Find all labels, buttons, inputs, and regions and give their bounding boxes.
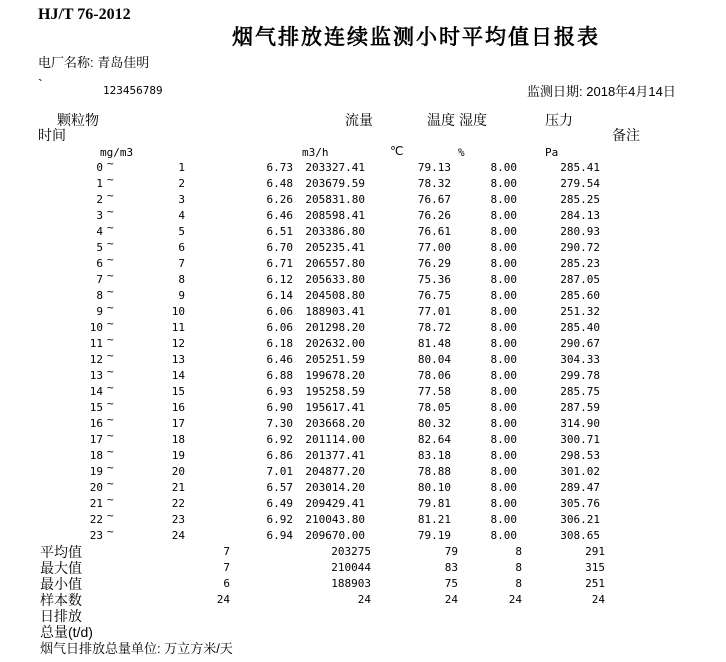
flow-value: 208598.41: [305, 209, 365, 222]
summary-block: [0, 544, 726, 656]
flow-value: 203014.20: [305, 481, 365, 494]
summary-pm-value: 24: [216, 593, 230, 606]
tilde-mark: ~: [107, 381, 114, 394]
pressure-value: 305.76: [560, 497, 600, 510]
remark-value: [600, 432, 726, 448]
pressure-value: 285.25: [560, 193, 600, 206]
pm-value: 6.93: [266, 385, 293, 398]
pm-value: 6.92: [266, 433, 293, 446]
pm-value: 7.30: [266, 417, 293, 430]
temperature-value: 78.88: [417, 465, 451, 478]
tilde-mark: ~: [107, 301, 114, 314]
flow-value: 205633.80: [305, 273, 365, 286]
temperature-value: 77.01: [417, 305, 451, 318]
plant-name-label: 电厂名称:: [38, 55, 94, 70]
column-header-temperature: 温度: [427, 112, 455, 128]
hour-end-value: 23: [171, 513, 185, 526]
pm-value: 6.86: [266, 449, 293, 462]
summary-humidity-value: 8: [515, 545, 522, 558]
flow-value: 203668.20: [305, 417, 365, 430]
flow-value: 205251.59: [305, 353, 365, 366]
hour-start-value: 8: [96, 289, 103, 302]
remark-value: [600, 160, 726, 176]
pm-value: 6.94: [266, 529, 293, 542]
summary-humidity-value: 24: [508, 593, 522, 606]
temperature-value: 80.04: [417, 353, 451, 366]
pressure-value: 285.41: [560, 161, 600, 174]
summary-pm-value: 7: [223, 561, 230, 574]
humidity-value: 8.00: [490, 401, 517, 414]
hour-end-value: 20: [171, 465, 185, 478]
pressure-value: 287.59: [560, 401, 600, 414]
unit-humidity: %: [458, 146, 465, 159]
tilde-mark: ~: [107, 317, 114, 330]
tilde-mark: ~: [107, 205, 114, 218]
tilde-mark: ~: [107, 493, 114, 506]
temperature-value: 75.36: [417, 273, 451, 286]
hour-start-value: 11: [89, 337, 103, 350]
flow-value: 188903.41: [305, 305, 365, 318]
column-header-pressure: 压力: [545, 112, 573, 128]
temperature-value: 78.05: [417, 401, 451, 414]
data-rows: [0, 157, 726, 544]
hour-end-value: 2: [178, 177, 185, 190]
remark-value: [600, 272, 726, 288]
hour-end-value: 14: [171, 369, 185, 382]
tilde-mark: ~: [107, 429, 114, 442]
tick-mark: `: [38, 76, 43, 92]
pressure-value: 299.78: [560, 369, 600, 382]
pm-value: 6.14: [266, 289, 293, 302]
hour-start-value: 7: [96, 273, 103, 286]
tilde-mark: ~: [107, 253, 114, 266]
hour-start-value: 16: [89, 417, 103, 430]
summary-row-label: 样本数: [40, 592, 82, 608]
hour-start-value: 20: [89, 481, 103, 494]
remark-value: [600, 384, 726, 400]
plant-name-value: 青岛佳明: [97, 55, 150, 70]
summary-row-label: 平均值: [40, 544, 82, 560]
temperature-value: 76.29: [417, 257, 451, 270]
pressure-value: 285.60: [560, 289, 600, 302]
summary-pressure-value: 291: [585, 545, 605, 558]
humidity-value: 8.00: [490, 161, 517, 174]
unit-temperature: ℃: [390, 144, 404, 158]
hour-start-value: 13: [89, 369, 103, 382]
pressure-value: 306.21: [560, 513, 600, 526]
hour-end-value: 22: [171, 497, 185, 510]
pm-value: 6.26: [266, 193, 293, 206]
hour-end-value: 24: [171, 529, 185, 542]
pressure-value: 300.71: [560, 433, 600, 446]
pm-value: 6.48: [266, 177, 293, 190]
pressure-value: 287.05: [560, 273, 600, 286]
pm-value: 7.01: [266, 465, 293, 478]
humidity-value: 8.00: [490, 417, 517, 430]
hour-end-value: 15: [171, 385, 185, 398]
tilde-mark: ~: [107, 461, 114, 474]
remark-value: [600, 496, 726, 512]
hour-start-value: 19: [89, 465, 103, 478]
tilde-mark: ~: [107, 349, 114, 362]
tilde-mark: ~: [107, 173, 114, 186]
hour-start-value: 10: [89, 321, 103, 334]
pm-value: 6.46: [266, 353, 293, 366]
hour-end-value: 13: [171, 353, 185, 366]
summary-pm-value: 6: [223, 577, 230, 590]
flow-value: 199678.20: [305, 369, 365, 382]
summary-row-label: 最小值: [40, 576, 82, 592]
hour-end-value: 21: [171, 481, 185, 494]
hour-start-value: 6: [96, 257, 103, 270]
hour-start-value: 17: [89, 433, 103, 446]
hour-start-value: 5: [96, 241, 103, 254]
remark-value: [600, 464, 726, 480]
report-title: 烟气排放连续监测小时平均值日报表: [232, 26, 600, 49]
plant-name-line: [38, 52, 149, 71]
hour-start-value: 22: [89, 513, 103, 526]
humidity-value: 8.00: [490, 481, 517, 494]
summary-row: [0, 544, 726, 560]
remark-value: [600, 240, 726, 256]
remark-value: [600, 448, 726, 464]
pressure-value: 301.02: [560, 465, 600, 478]
flow-value: 201114.00: [305, 433, 365, 446]
pressure-value: 298.53: [560, 449, 600, 462]
unit-pm: mg/m3: [100, 146, 134, 159]
tilde-mark: ~: [107, 477, 114, 490]
hour-end-value: 9: [178, 289, 185, 302]
tilde-mark: ~: [107, 157, 114, 170]
remark-value: [600, 352, 726, 368]
pressure-value: 304.33: [560, 353, 600, 366]
summary-flow-value: 203275: [331, 545, 371, 558]
hour-end-value: 17: [171, 417, 185, 430]
remark-value: [600, 208, 726, 224]
pm-value: 6.51: [266, 225, 293, 238]
flow-value: 201298.20: [305, 321, 365, 334]
pm-value: 6.06: [266, 305, 293, 318]
temperature-value: 76.61: [417, 225, 451, 238]
tilde-mark: ~: [107, 413, 114, 426]
column-header-flow: 流量: [345, 112, 373, 128]
pressure-value: 290.72: [560, 241, 600, 254]
temperature-value: 78.06: [417, 369, 451, 382]
flow-value: 203327.41: [305, 161, 365, 174]
temperature-value: 80.10: [417, 481, 451, 494]
pm-value: 6.92: [266, 513, 293, 526]
column-header-humidity: 湿度: [459, 112, 487, 128]
remark-value: [600, 256, 726, 272]
remark-value: [600, 512, 726, 528]
hour-end-value: 11: [171, 321, 185, 334]
standard-code: HJ/T 76-2012: [38, 6, 131, 23]
temperature-value: 80.32: [417, 417, 451, 430]
flow-value: 195258.59: [305, 385, 365, 398]
serial-number: 123456789: [103, 84, 163, 97]
column-header-remark: 备注: [612, 127, 640, 143]
hour-start-value: 21: [89, 497, 103, 510]
temperature-value: 76.75: [417, 289, 451, 302]
temperature-value: 78.72: [417, 321, 451, 334]
summary-flow-value: 210044: [331, 561, 371, 574]
remark-value: [600, 400, 726, 416]
hour-end-value: 7: [178, 257, 185, 270]
pressure-value: 285.23: [560, 257, 600, 270]
pm-value: 6.90: [266, 401, 293, 414]
hour-start-value: 0: [96, 161, 103, 174]
flow-value: 210043.80: [305, 513, 365, 526]
summary-remark-value: [605, 560, 726, 576]
column-header-time: 时间: [38, 127, 66, 143]
table-row: [0, 525, 726, 544]
tilde-mark: ~: [107, 269, 114, 282]
remark-value: [600, 288, 726, 304]
hour-end-value: 5: [178, 225, 185, 238]
pressure-value: 308.65: [560, 529, 600, 542]
summary-pm-value: 7: [223, 545, 230, 558]
pressure-value: 314.90: [560, 417, 600, 430]
temperature-value: 79.19: [417, 529, 451, 542]
temperature-value: 77.58: [417, 385, 451, 398]
temperature-value: 78.32: [417, 177, 451, 190]
summary-row: [0, 592, 726, 608]
summary-remark-value: [605, 544, 726, 560]
hour-end-value: 16: [171, 401, 185, 414]
pressure-value: 279.54: [560, 177, 600, 190]
pressure-value: 280.93: [560, 225, 600, 238]
humidity-value: 8.00: [490, 529, 517, 542]
hour-start-value: 12: [89, 353, 103, 366]
hour-start-value: 23: [89, 529, 103, 542]
pm-value: 6.46: [266, 209, 293, 222]
pressure-value: 289.47: [560, 481, 600, 494]
tilde-mark: ~: [107, 365, 114, 378]
hour-end-value: 1: [178, 161, 185, 174]
temperature-value: 77.00: [417, 241, 451, 254]
hour-start-value: 3: [96, 209, 103, 222]
emission-unit-note: 烟气日排放总量单位: 万立方米/天: [40, 641, 233, 656]
pm-value: 6.73: [266, 161, 293, 174]
summary-pressure-value: 251: [585, 577, 605, 590]
humidity-value: 8.00: [490, 433, 517, 446]
temperature-value: 79.81: [417, 497, 451, 510]
remark-value: [600, 192, 726, 208]
hour-start-value: 14: [89, 385, 103, 398]
pm-value: 6.12: [266, 273, 293, 286]
column-header-pm: 颗粒物: [57, 112, 99, 128]
summary-humidity-value: 8: [515, 561, 522, 574]
remark-value: [600, 176, 726, 192]
humidity-value: 8.00: [490, 305, 517, 318]
pressure-value: 290.67: [560, 337, 600, 350]
tilde-mark: ~: [107, 189, 114, 202]
tilde-mark: ~: [107, 237, 114, 250]
pm-value: 6.49: [266, 497, 293, 510]
summary-temperature-value: 79: [444, 545, 458, 558]
humidity-value: 8.00: [490, 513, 517, 526]
flow-value: 203386.80: [305, 225, 365, 238]
flow-value: 205831.80: [305, 193, 365, 206]
remark-value: [600, 336, 726, 352]
humidity-value: 8.00: [490, 449, 517, 462]
pressure-value: 285.75: [560, 385, 600, 398]
humidity-value: 8.00: [490, 289, 517, 302]
tilde-mark: ~: [107, 221, 114, 234]
flow-value: 206557.80: [305, 257, 365, 270]
humidity-value: 8.00: [490, 353, 517, 366]
hour-start-value: 15: [89, 401, 103, 414]
summary-temperature-value: 24: [444, 593, 458, 606]
hour-end-value: 19: [171, 449, 185, 462]
humidity-value: 8.00: [490, 369, 517, 382]
daily-emission-line-1: 日排放: [40, 608, 82, 624]
flow-value: 195617.41: [305, 401, 365, 414]
summary-row: [0, 560, 726, 576]
pm-value: 6.71: [266, 257, 293, 270]
tilde-mark: ~: [107, 397, 114, 410]
temperature-value: 76.26: [417, 209, 451, 222]
tilde-mark: ~: [107, 445, 114, 458]
humidity-value: 8.00: [490, 257, 517, 270]
hour-start-value: 18: [89, 449, 103, 462]
temperature-value: 81.21: [417, 513, 451, 526]
tilde-mark: ~: [107, 333, 114, 346]
summary-flow-value: 188903: [331, 577, 371, 590]
flow-value: 203679.59: [305, 177, 365, 190]
pm-value: 6.70: [266, 241, 293, 254]
hour-start-value: 4: [96, 225, 103, 238]
summary-remark-value: [605, 592, 726, 608]
flow-value: 201377.41: [305, 449, 365, 462]
humidity-value: 8.00: [490, 225, 517, 238]
summary-temperature-value: 83: [444, 561, 458, 574]
temperature-value: 81.48: [417, 337, 451, 350]
summary-row: [0, 576, 726, 592]
hour-end-value: 10: [171, 305, 185, 318]
pressure-value: 285.40: [560, 321, 600, 334]
humidity-value: 8.00: [490, 273, 517, 286]
humidity-value: 8.00: [490, 385, 517, 398]
flow-value: 205235.41: [305, 241, 365, 254]
flow-value: 202632.00: [305, 337, 365, 350]
flow-value: 209429.41: [305, 497, 365, 510]
pm-value: 6.06: [266, 321, 293, 334]
hour-end-value: 18: [171, 433, 185, 446]
remark-value: [600, 304, 726, 320]
hour-end-value: 4: [178, 209, 185, 222]
remark-value: [600, 368, 726, 384]
hour-start-value: 9: [96, 305, 103, 318]
summary-remark-value: [605, 576, 726, 592]
temperature-value: 82.64: [417, 433, 451, 446]
monitor-date-line: [527, 81, 676, 100]
remark-value: [600, 320, 726, 336]
hour-end-value: 12: [171, 337, 185, 350]
humidity-value: 8.00: [490, 177, 517, 190]
tilde-mark: ~: [107, 285, 114, 298]
pm-value: 6.88: [266, 369, 293, 382]
summary-temperature-value: 75: [444, 577, 458, 590]
flow-value: 204877.20: [305, 465, 365, 478]
summary-humidity-value: 8: [515, 577, 522, 590]
remark-value: [600, 224, 726, 240]
pressure-value: 284.13: [560, 209, 600, 222]
summary-pressure-value: 24: [591, 593, 605, 606]
hour-start-value: 2: [96, 193, 103, 206]
humidity-value: 8.00: [490, 321, 517, 334]
hour-start-value: 1: [96, 177, 103, 190]
pm-value: 6.57: [266, 481, 293, 494]
monitor-date-value: 2018年4月14日: [586, 84, 676, 99]
temperature-value: 76.67: [417, 193, 451, 206]
tilde-mark: ~: [107, 509, 114, 522]
pm-value: 6.18: [266, 337, 293, 350]
unit-pressure: Pa: [545, 146, 559, 159]
summary-pressure-value: 315: [585, 561, 605, 574]
summary-row-label: 最大值: [40, 560, 82, 576]
humidity-value: 8.00: [490, 193, 517, 206]
pressure-value: 251.32: [560, 305, 600, 318]
hour-end-value: 8: [178, 273, 185, 286]
remark-value: [600, 528, 726, 544]
remark-value: [600, 416, 726, 432]
humidity-value: 8.00: [490, 337, 517, 350]
temperature-value: 79.13: [417, 161, 451, 174]
summary-stat-rows: [0, 544, 726, 608]
remark-value: [600, 480, 726, 496]
tilde-mark: ~: [107, 525, 114, 538]
summary-flow-value: 24: [357, 593, 371, 606]
hour-end-value: 6: [178, 241, 185, 254]
flow-value: 204508.80: [305, 289, 365, 302]
humidity-value: 8.00: [490, 497, 517, 510]
monitor-date-label: 监测日期:: [527, 84, 583, 99]
humidity-value: 8.00: [490, 241, 517, 254]
humidity-value: 8.00: [490, 209, 517, 222]
flow-value: 209670.00: [305, 529, 365, 542]
unit-flow: m3/h: [302, 146, 329, 159]
temperature-value: 83.18: [417, 449, 451, 462]
hour-end-value: 3: [178, 193, 185, 206]
daily-emission-line-2: 总量(t/d): [40, 624, 93, 640]
humidity-value: 8.00: [490, 465, 517, 478]
